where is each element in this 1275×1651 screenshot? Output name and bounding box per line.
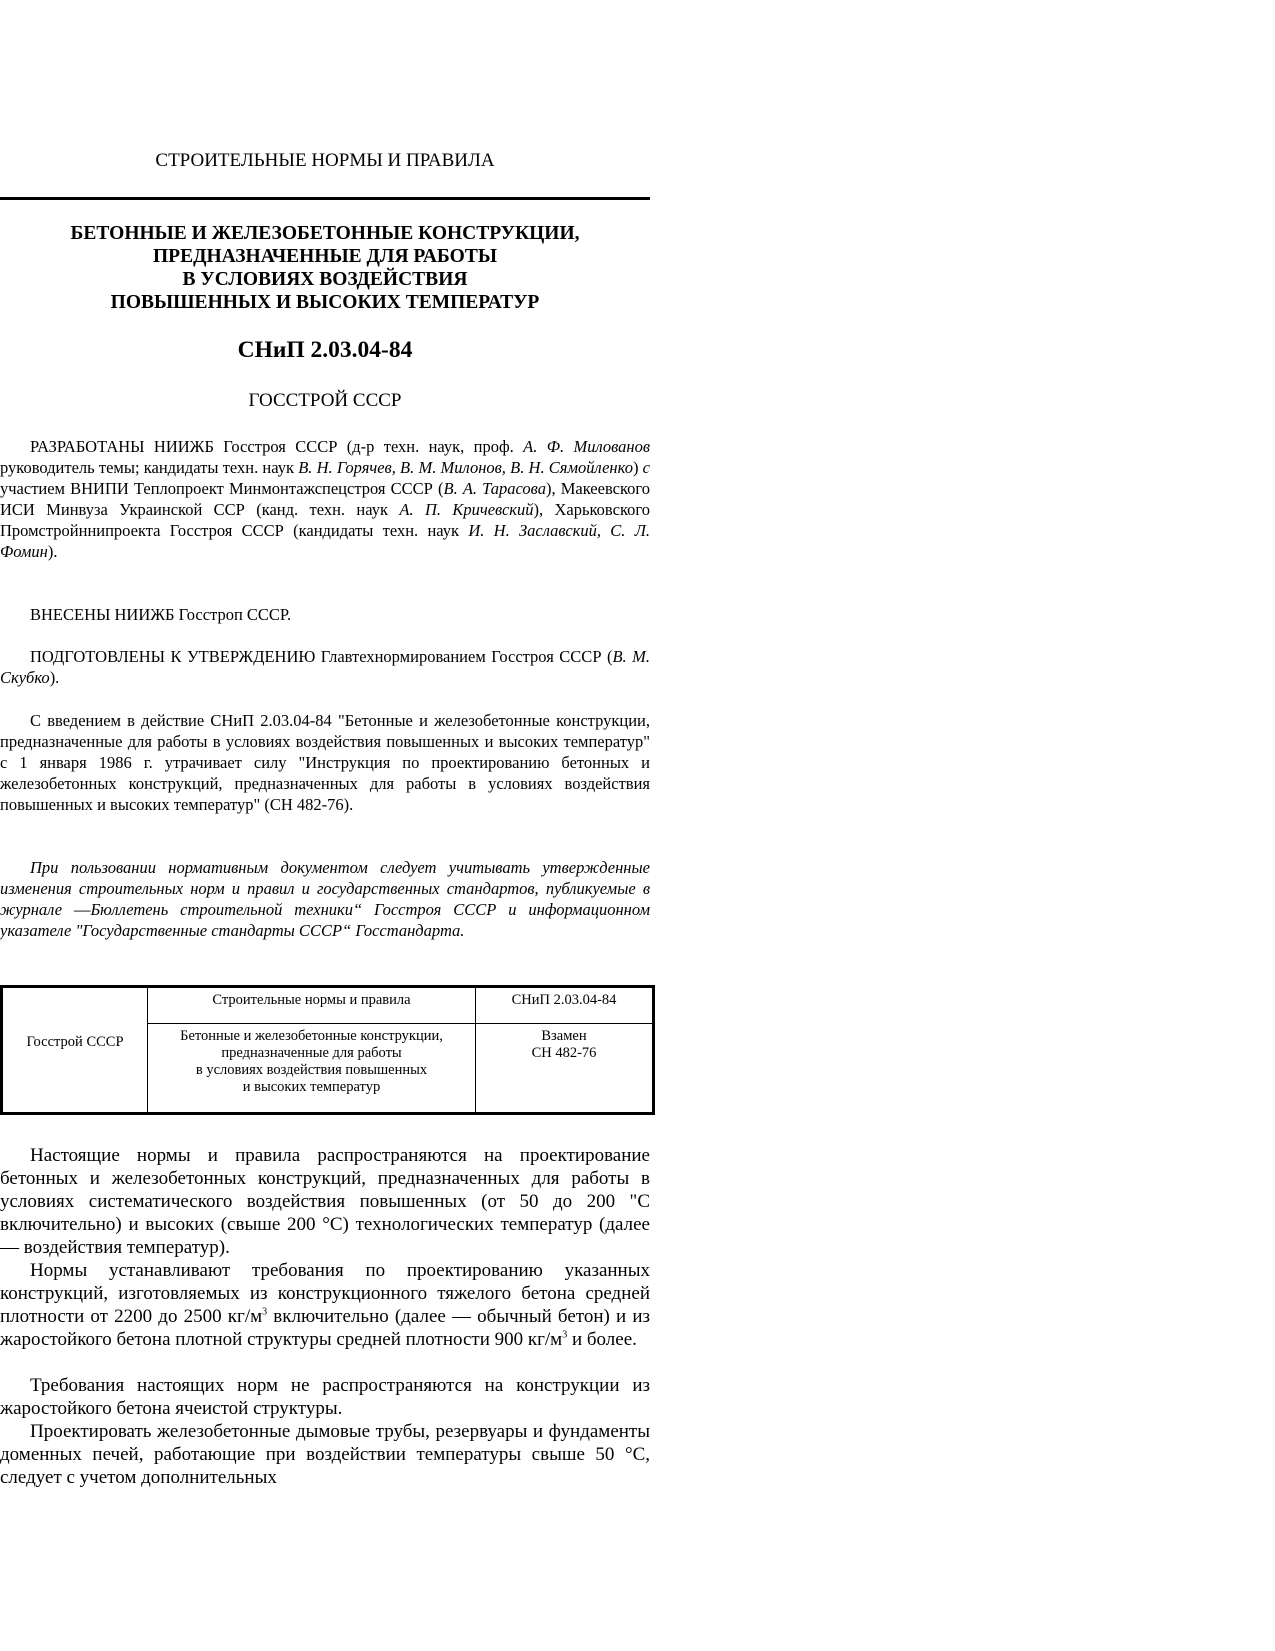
stamp-code: СНиП 2.03.04-84 [476, 987, 654, 1024]
author-name: А. П. Кричевский [399, 500, 534, 519]
replacement-note: С введением в действие СНиП 2.03.04-84 "Бетонные и железобетонные конструкции, предназначенные для работы в условиях воздействия повышенных и высоких температур" с 1 января 1986 г. утрачивает силу "Инструкция по проектированию бетонных и железобетонных конструкций, предназначенных для работы в условиях воздействия повышенных и высоких температур" (СН 482-76). [0, 711, 650, 814]
text-run: ). [49, 668, 60, 687]
body-paragraph-2 [0, 1259, 650, 1351]
series-title: СТРОИТЕЛЬНЫЕ НОРМЫ И ПРАВИЛА [155, 150, 495, 171]
organization: ГОССТРОЙ СССР [248, 390, 402, 411]
document-title [0, 222, 650, 314]
stamp-title [148, 1024, 476, 1114]
author-name: А. Ф. Милованов [523, 437, 650, 456]
header-rule [0, 197, 650, 200]
prepared-paragraph [0, 646, 650, 688]
author-name: В. А. Тарасова [443, 479, 546, 498]
superscript: 3 [562, 1329, 568, 1341]
body-paragraph-3: Требования настоящих норм не распространяются на конструкции из жаростойкого бетона ячеистой структуры. [0, 1375, 650, 1419]
text-run: Нормы устанавливают требования по проектированию указанных конструкций, изготовляемых из конструкционного тяжелого бетона средней плотности от 2200 до 2500 кг/м [0, 1260, 650, 1327]
stamp-replaces-line: СН 482-76 [531, 1045, 597, 1061]
text-run: ) [632, 458, 643, 477]
author-name: В. М. Скубко [0, 647, 650, 687]
stamp-replaces-line: Взамен [541, 1028, 587, 1044]
usage-note: При пользовании нормативным документом следует учитывать утвержденные изменения строительных норм и правил и государственных стандартов, публикуемые в журнале ―Бюллетень строительной техники“ Госстроя СССР и информационном указателе "Государственные стандарты СССР“ Госстандарта. [0, 858, 650, 940]
stamp-title-line: в условиях воздействия повышенных [195, 1062, 428, 1078]
stamp-replaces [476, 1024, 654, 1114]
title-line: ПРЕДНАЗНАЧЕННЫЕ ДЛЯ РАБОТЫ [152, 246, 497, 267]
text-run: руководитель темы; кандидаты техн. наук [0, 458, 299, 477]
stamp-series: Строительные нормы и правила [148, 987, 476, 1024]
text-run: и более. [567, 1329, 637, 1350]
text-run: с [642, 458, 650, 477]
text-run: участием ВНИПИ Теплопроект Минмонтажспецстроя СССР ( [0, 479, 444, 498]
text-run: ПОДГОТОВЛЕНЫ К УТВЕРЖДЕНИЮ Главтехнормированием Госстроя СССР ( [30, 647, 613, 666]
text-run: включительно (далее — обычный бетон) и из жаростойкого бетона плотной структуры средней плотности 900 кг/м [0, 1306, 651, 1350]
text-run: ), Макеевского ИСИ Минвуза Украинской ССР (канд. техн. наук [0, 479, 651, 519]
author-name: И. Н. Заславский, С. Л. Фомин [0, 521, 650, 561]
stamp-organization: Госстрой СССР [2, 987, 148, 1114]
title-line: ПОВЫШЕННЫХ И ВЫСОКИХ ТЕМПЕРАТУР [110, 292, 540, 313]
developed-paragraph [0, 436, 650, 562]
title-line: В УСЛОВИЯХ ВОЗДЕЙСТВИЯ [182, 269, 468, 290]
document-stamp-table [0, 985, 655, 1115]
title-line: БЕТОННЫЕ И ЖЕЛЕЗОБЕТОННЫЕ КОНСТРУКЦИИ, [70, 223, 580, 244]
stamp-title-line: и высоких температур [242, 1079, 381, 1095]
text-run: РАЗРАБОТАНЫ НИИЖБ Госстроя СССР (д-р техн. наук, проф. [30, 437, 524, 456]
text-run: ), Харьковского Промстройннипроекта Госстроя СССР (кандидаты техн. наук [0, 500, 650, 540]
superscript: 3 [262, 1306, 268, 1318]
stamp-title-line: предназначенные для работы [221, 1045, 402, 1061]
text-run: ). [47, 542, 58, 561]
body-paragraph-1: Настоящие нормы и правила распространяются на проектирование бетонных и железобетонных конструкций, предназначенных для работы в условиях систематического воздействия повышенных (от 50 до 200 "С включительно) и высоких (свыше 200 °С) технологических температур (далее — воздействия температур). [0, 1145, 650, 1258]
body-paragraph-4: Проектировать железобетонные дымовые трубы, резервуары и фундаменты доменных печей, работающие при воздействии температуры свыше 50 °С, следует с учетом дополнительных [0, 1421, 650, 1488]
author-name: В. Н. Горячев, В. М. Милонов, В. Н. Сямойленко [298, 458, 633, 477]
stamp-title-line: Бетонные и железобетонные конструкции, [180, 1028, 443, 1044]
document-code: СНиП 2.03.04-84 [237, 337, 413, 363]
introduced-paragraph: ВНЕСЕНЫ НИИЖБ Госстроп СССР. [30, 605, 292, 624]
